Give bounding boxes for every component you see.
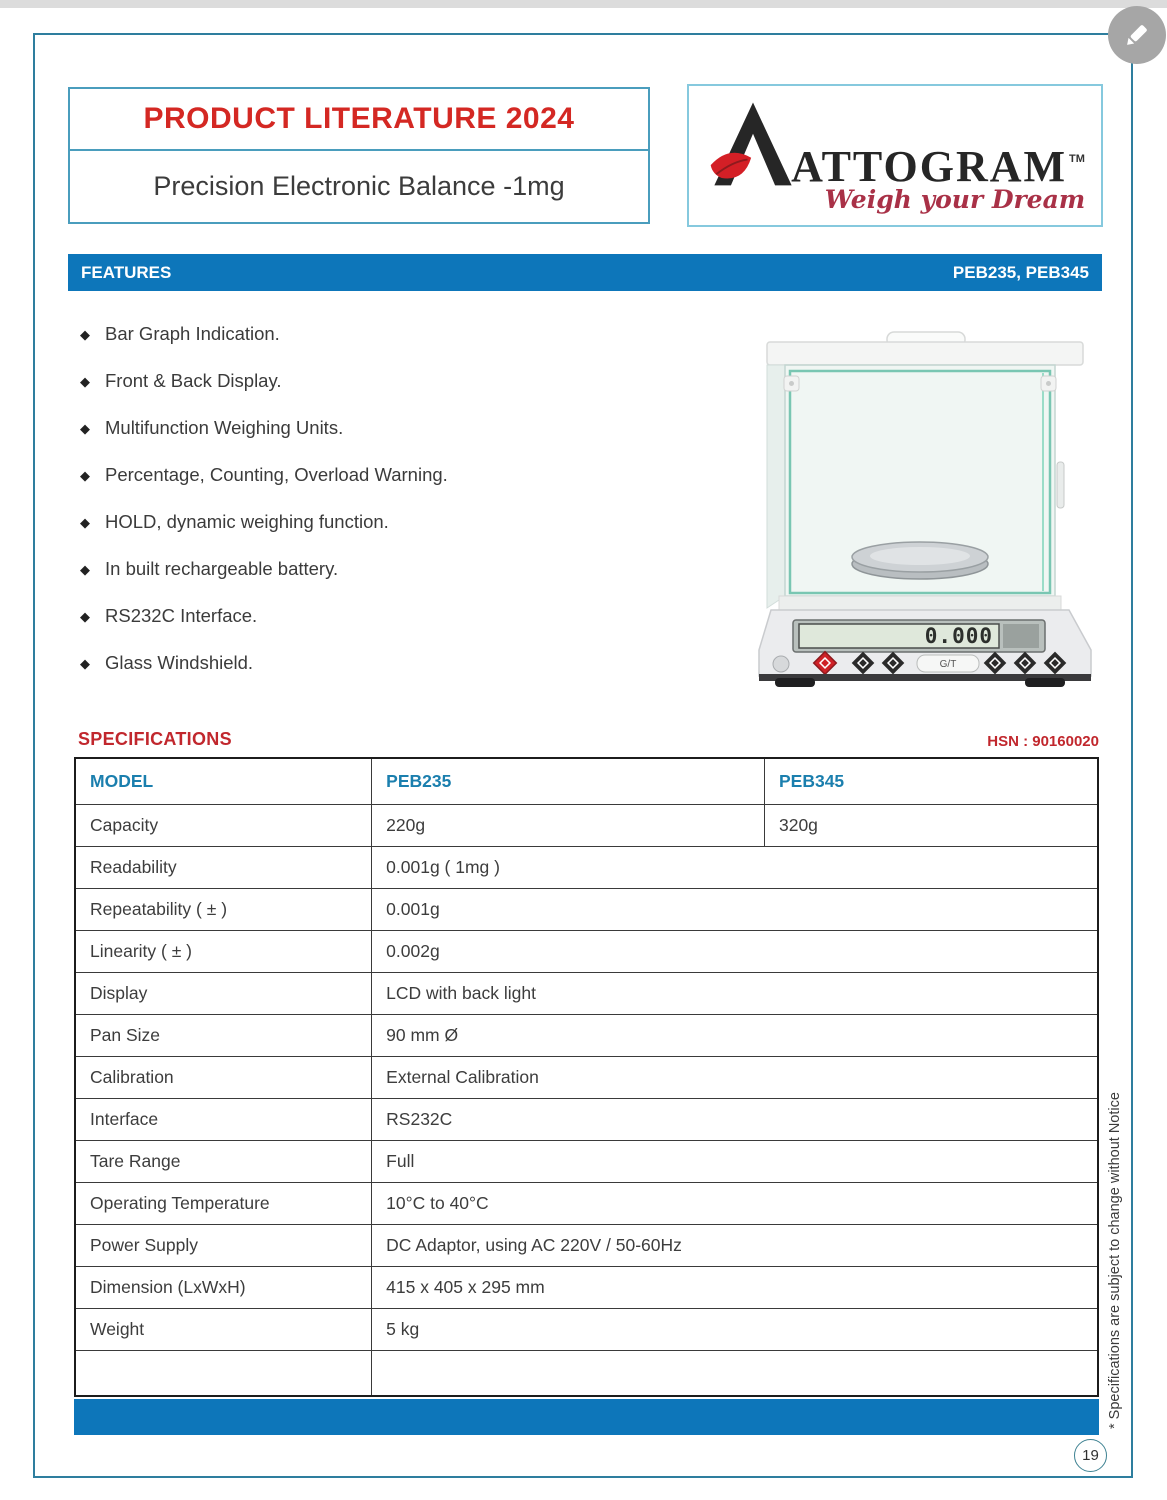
page-number-badge <box>1074 1439 1107 1472</box>
table-row <box>75 1308 1098 1350</box>
spec-value: LCD with back light <box>372 972 1098 1014</box>
pencil-icon <box>1124 22 1150 48</box>
attogram-a-leaf-icon <box>707 97 799 189</box>
spec-label: Dimension (LxWxH) <box>75 1266 372 1308</box>
document-page <box>33 33 1133 1478</box>
footer-accent-bar <box>74 1399 1099 1435</box>
list-item <box>80 652 640 674</box>
table-row <box>75 804 1098 846</box>
spec-value: 10°C to 40°C <box>372 1182 1098 1224</box>
title-box <box>70 89 648 151</box>
feature-text: Glass Windshield. <box>105 652 254 673</box>
spec-label: Weight <box>75 1308 372 1350</box>
spec-value: 5 kg <box>372 1308 1098 1350</box>
table-row <box>75 1266 1098 1308</box>
diamond-bullet-icon: ◆ <box>80 327 90 342</box>
diamond-bullet-icon: ◆ <box>80 515 90 530</box>
features-list <box>80 323 640 699</box>
feature-text: Multifunction Weighing Units. <box>105 417 344 438</box>
spec-label: Pan Size <box>75 1014 372 1056</box>
table-row <box>75 972 1098 1014</box>
column-header-peb345: PEB345 <box>764 758 1098 804</box>
spec-heading-row <box>74 729 1099 750</box>
spec-label: Power Supply <box>75 1224 372 1266</box>
list-item <box>80 417 640 439</box>
hsn-code: HSN : 90160020 <box>987 733 1099 750</box>
specifications-disclaimer: * Specifications are subject to change without Notice <box>1107 1092 1123 1429</box>
list-item <box>80 464 640 486</box>
diamond-bullet-icon: ◆ <box>80 421 90 436</box>
column-header-model: MODEL <box>75 758 372 804</box>
spec-label: Capacity <box>75 804 372 846</box>
tare-button-label: G/T <box>939 659 957 670</box>
spec-label: Operating Temperature <box>75 1182 372 1224</box>
brand-trademark: TM <box>1069 153 1085 165</box>
specifications-heading: SPECIFICATIONS <box>78 729 232 749</box>
spec-value: Full <box>372 1140 1098 1182</box>
table-row <box>75 930 1098 972</box>
product-image-electronic-balance <box>737 312 1112 687</box>
table-row <box>75 1182 1098 1224</box>
list-item <box>80 370 640 392</box>
feature-text: Percentage, Counting, Overload Warning. <box>105 464 448 485</box>
spec-value: DC Adaptor, using AC 220V / 50-60Hz <box>372 1224 1098 1266</box>
column-header-peb235: PEB235 <box>372 758 765 804</box>
edit-button[interactable] <box>1108 6 1166 64</box>
spec-value: 0.001g ( 1mg ) <box>372 846 1098 888</box>
feature-text: HOLD, dynamic weighing function. <box>105 511 389 532</box>
page-number: 19 <box>1082 1447 1099 1464</box>
spec-label: Readability <box>75 846 372 888</box>
table-row <box>75 1098 1098 1140</box>
spec-label: Linearity ( ± ) <box>75 930 372 972</box>
brand-name: ATTOGRAM <box>791 142 1068 191</box>
table-row-empty <box>75 1350 1098 1396</box>
spec-label: Display <box>75 972 372 1014</box>
spec-label: Calibration <box>75 1056 372 1098</box>
diamond-bullet-icon: ◆ <box>80 609 90 624</box>
feature-text: In built rechargeable battery. <box>105 558 339 579</box>
spec-value: 320g <box>764 804 1098 846</box>
title-block <box>68 87 650 224</box>
page-title: PRODUCT LITERATURE 2024 <box>143 102 575 135</box>
list-item <box>80 511 640 533</box>
spec-value: 0.002g <box>372 930 1098 972</box>
screenshot-top-strip <box>0 0 1167 8</box>
features-section-bar <box>68 254 1102 291</box>
table-row <box>75 1056 1098 1098</box>
table-row <box>75 1140 1098 1182</box>
spec-label: Interface <box>75 1098 372 1140</box>
spec-value: 0.001g <box>372 888 1098 930</box>
features-bar-label: FEATURES <box>81 262 172 282</box>
features-bar-models: PEB235, PEB345 <box>952 262 1089 282</box>
table-row <box>75 888 1098 930</box>
diamond-bullet-icon: ◆ <box>80 468 90 483</box>
feature-text: Front & Back Display. <box>105 370 282 391</box>
brand-logo <box>687 84 1103 227</box>
spec-value: RS232C <box>372 1098 1098 1140</box>
spec-label: Repeatability ( ± ) <box>75 888 372 930</box>
list-item <box>80 605 640 627</box>
table-row <box>75 846 1098 888</box>
diamond-bullet-icon: ◆ <box>80 562 90 577</box>
specifications-table <box>74 757 1099 1397</box>
list-item <box>80 558 640 580</box>
lcd-display-value: 0.000 <box>924 624 993 648</box>
table-row <box>75 1014 1098 1056</box>
brand-tagline: Weigh your Dream <box>824 185 1086 214</box>
spec-value: External Calibration <box>372 1056 1098 1098</box>
spec-value: 415 x 405 x 295 mm <box>372 1266 1098 1308</box>
spec-value: 90 mm Ø <box>372 1014 1098 1056</box>
table-row <box>75 1224 1098 1266</box>
feature-text: RS232C Interface. <box>105 605 258 626</box>
table-header-row <box>75 758 1098 804</box>
diamond-bullet-icon: ◆ <box>80 374 90 389</box>
spec-value: 220g <box>372 804 765 846</box>
page-subtitle: Precision Electronic Balance -1mg <box>153 171 565 201</box>
diamond-bullet-icon: ◆ <box>80 656 90 671</box>
list-item <box>80 323 640 345</box>
feature-text: Bar Graph Indication. <box>105 323 280 344</box>
spec-label: Tare Range <box>75 1140 372 1182</box>
subtitle-box <box>70 151 648 222</box>
